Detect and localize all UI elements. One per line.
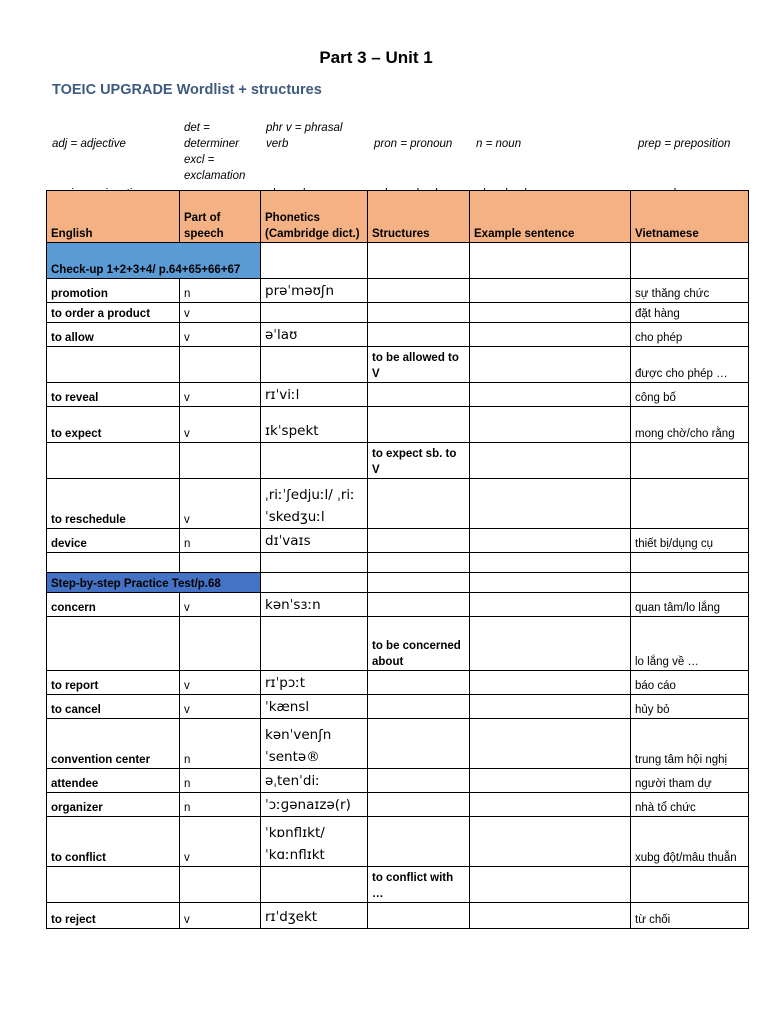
section-label-practice: Step-by-step Practice Test/p.68 xyxy=(47,573,261,593)
vietnamese-cell: công bố xyxy=(631,383,749,407)
structure-cell xyxy=(368,593,470,617)
example-cell xyxy=(470,695,631,719)
part-of-speech-cell xyxy=(180,347,261,383)
english-cell: to order a product xyxy=(47,303,180,323)
legend-item: prep = preposition xyxy=(638,138,731,150)
example-cell xyxy=(470,407,631,443)
vietnamese-cell: đặt hàng xyxy=(631,303,749,323)
table-row xyxy=(47,617,749,671)
english-cell: promotion xyxy=(47,279,180,303)
vietnamese-cell xyxy=(631,479,749,529)
legend-item: excl = exclamation xyxy=(184,154,246,182)
structure-cell: to be concerned about xyxy=(368,617,470,671)
phonetics-cell: kənˈsɜːn xyxy=(261,593,368,617)
part-of-speech-cell: v xyxy=(180,479,261,529)
structure-cell xyxy=(368,769,470,793)
example-cell xyxy=(470,817,631,867)
vietnamese-cell: quan tâm/lo lắng xyxy=(631,593,749,617)
legend-item xyxy=(370,152,472,184)
legend-item: n = noun xyxy=(476,138,522,150)
structure-cell xyxy=(368,719,470,769)
phonetics-cell: kənˈvenʃn ˈsentə® xyxy=(261,719,368,769)
table-row xyxy=(47,347,749,383)
vietnamese-cell: sự thăng chức xyxy=(631,279,749,303)
legend-row xyxy=(48,152,748,184)
vietnamese-cell: thiết bị/dụng cụ xyxy=(631,529,749,553)
part-of-speech-cell xyxy=(180,443,261,479)
example-cell xyxy=(470,903,631,929)
example-cell xyxy=(470,529,631,553)
english-cell xyxy=(47,867,180,903)
vietnamese-cell: trung tâm hội nghị xyxy=(631,719,749,769)
structure-cell: to be allowed to V xyxy=(368,347,470,383)
english-cell: to cancel xyxy=(47,695,180,719)
legend-item: phr v = phrasal verb xyxy=(266,122,343,150)
english-cell: to allow xyxy=(47,323,180,347)
phonetics-cell xyxy=(261,867,368,903)
column-header-structures: Structures xyxy=(368,191,470,243)
english-cell: concern xyxy=(47,593,180,617)
structure-cell xyxy=(368,529,470,553)
phonetics-cell xyxy=(261,617,368,671)
phonetics-cell: ɪkˈspekt xyxy=(261,407,368,443)
vietnamese-cell: từ chối xyxy=(631,903,749,929)
part-of-speech-cell: v xyxy=(180,903,261,929)
vietnamese-cell: nhà tổ chức xyxy=(631,793,749,817)
table-row xyxy=(47,553,749,573)
structure-cell xyxy=(368,903,470,929)
column-header-vietnamese: Vietnamese xyxy=(631,191,749,243)
phonetics-cell xyxy=(261,443,368,479)
part-of-speech-cell: v xyxy=(180,671,261,695)
part-of-speech-cell: n xyxy=(180,529,261,553)
english-cell: to reveal xyxy=(47,383,180,407)
table-row xyxy=(47,443,749,479)
column-header-example-sentence: Example sentence xyxy=(470,191,631,243)
phonetics-cell xyxy=(261,347,368,383)
vietnamese-cell: báo cáo xyxy=(631,671,749,695)
table-row xyxy=(47,903,749,929)
vietnamese-cell: được cho phép … xyxy=(631,347,749,383)
vietnamese-cell xyxy=(631,867,749,903)
legend-item xyxy=(634,152,748,184)
wordlist-table xyxy=(46,190,749,929)
part-of-speech-cell: n xyxy=(180,719,261,769)
english-cell: device xyxy=(47,529,180,553)
structure-cell xyxy=(368,793,470,817)
part-of-speech-cell: v xyxy=(180,383,261,407)
vietnamese-cell xyxy=(631,443,749,479)
wordlist-subtitle: TOEIC UPGRADE Wordlist + structures xyxy=(52,82,322,98)
example-cell xyxy=(470,793,631,817)
column-header-english: English xyxy=(47,191,180,243)
structure-cell xyxy=(368,279,470,303)
example-cell xyxy=(470,479,631,529)
table-row xyxy=(47,383,749,407)
example-cell xyxy=(470,867,631,903)
example-cell xyxy=(470,593,631,617)
table-row xyxy=(47,793,749,817)
structure-cell xyxy=(368,383,470,407)
table-row xyxy=(47,817,749,867)
phonetics-cell: rɪˈpɔːt xyxy=(261,671,368,695)
english-cell: to expect xyxy=(47,407,180,443)
example-cell xyxy=(470,671,631,695)
english-cell: to reschedule xyxy=(47,479,180,529)
table-header-row xyxy=(47,191,749,243)
phonetics-cell: ˈkænsl xyxy=(261,695,368,719)
vietnamese-cell: lo lắng về … xyxy=(631,617,749,671)
example-cell xyxy=(470,279,631,303)
legend-item xyxy=(48,152,180,184)
english-cell: to reject xyxy=(47,903,180,929)
phonetics-cell: rɪˈviːl xyxy=(261,383,368,407)
column-header-part-of-speech: Part of speech xyxy=(180,191,261,243)
part-of-speech-cell xyxy=(180,617,261,671)
legend-item: pron = pronoun xyxy=(374,138,453,150)
part-of-speech-cell: n xyxy=(180,793,261,817)
vietnamese-cell: mong chờ/cho rằng xyxy=(631,407,749,443)
example-cell xyxy=(470,347,631,383)
structure-cell: to conflict with … xyxy=(368,867,470,903)
structure-cell xyxy=(368,407,470,443)
phonetics-cell: prəˈməʊʃn xyxy=(261,279,368,303)
phonetics-cell: əˌtenˈdiː xyxy=(261,769,368,793)
table-row xyxy=(47,479,749,529)
english-cell: organizer xyxy=(47,793,180,817)
phonetics-cell: əˈlaʊ xyxy=(261,323,368,347)
part-of-speech-cell: v xyxy=(180,695,261,719)
column-header-phonetics: Phonetics (Cambridge dict.) xyxy=(261,191,368,243)
structure-cell xyxy=(368,303,470,323)
legend-row xyxy=(48,120,748,152)
english-cell xyxy=(47,347,180,383)
section-label-checkup: Check-up 1+2+3+4/ p.64+65+66+67 xyxy=(47,243,261,279)
phonetics-cell: ˌriːˈʃedjuːl/ ˌriːˈskedʒuːl xyxy=(261,479,368,529)
structure-cell xyxy=(368,817,470,867)
table-row xyxy=(47,323,749,347)
structure-cell xyxy=(368,479,470,529)
section-row xyxy=(47,573,749,593)
part-of-speech-cell: v xyxy=(180,593,261,617)
legend-item: det = determiner xyxy=(184,122,239,150)
english-cell: to report xyxy=(47,671,180,695)
phonetics-cell xyxy=(261,303,368,323)
part-of-speech-cell: v xyxy=(180,323,261,347)
english-cell: to conflict xyxy=(47,817,180,867)
vietnamese-cell: người tham dự xyxy=(631,769,749,793)
example-cell xyxy=(470,383,631,407)
example-cell xyxy=(470,443,631,479)
vietnamese-cell: xubg đột/mâu thuẫn xyxy=(631,817,749,867)
table-row xyxy=(47,279,749,303)
structure-cell: to expect sb. to V xyxy=(368,443,470,479)
phonetics-cell: rɪˈdʒekt xyxy=(261,903,368,929)
part-of-speech-cell: n xyxy=(180,279,261,303)
structure-cell xyxy=(368,323,470,347)
example-cell xyxy=(470,323,631,347)
example-cell xyxy=(470,617,631,671)
vietnamese-cell: hủy bỏ xyxy=(631,695,749,719)
page-title: Part 3 – Unit 1 xyxy=(319,48,433,67)
english-cell: attendee xyxy=(47,769,180,793)
legend-item xyxy=(262,152,370,184)
structure-cell xyxy=(368,671,470,695)
phonetics-cell: dɪˈvaɪs xyxy=(261,529,368,553)
part-of-speech-cell xyxy=(180,867,261,903)
table-row xyxy=(47,867,749,903)
table-row xyxy=(47,695,749,719)
legend-item xyxy=(472,152,634,184)
table-row xyxy=(47,671,749,695)
example-cell xyxy=(470,769,631,793)
english-cell xyxy=(47,443,180,479)
english-cell xyxy=(47,617,180,671)
table-row xyxy=(47,593,749,617)
part-of-speech-cell: v xyxy=(180,303,261,323)
part-of-speech-cell: n xyxy=(180,769,261,793)
structure-cell xyxy=(368,695,470,719)
phonetics-cell: ˈɔːɡənaɪzə(r) xyxy=(261,793,368,817)
phonetics-cell: ˈkɒnflɪkt/ ˈkɑːnflɪkt xyxy=(261,817,368,867)
table-row xyxy=(47,303,749,323)
table-row xyxy=(47,769,749,793)
table-row xyxy=(47,719,749,769)
legend-item: adj = adjective xyxy=(52,138,126,150)
section-row xyxy=(47,243,749,279)
english-cell: convention center xyxy=(47,719,180,769)
part-of-speech-cell: v xyxy=(180,407,261,443)
part-of-speech-cell: v xyxy=(180,817,261,867)
example-cell xyxy=(470,719,631,769)
vietnamese-cell: cho phép xyxy=(631,323,749,347)
example-cell xyxy=(470,303,631,323)
table-row xyxy=(47,529,749,553)
table-row xyxy=(47,407,749,443)
